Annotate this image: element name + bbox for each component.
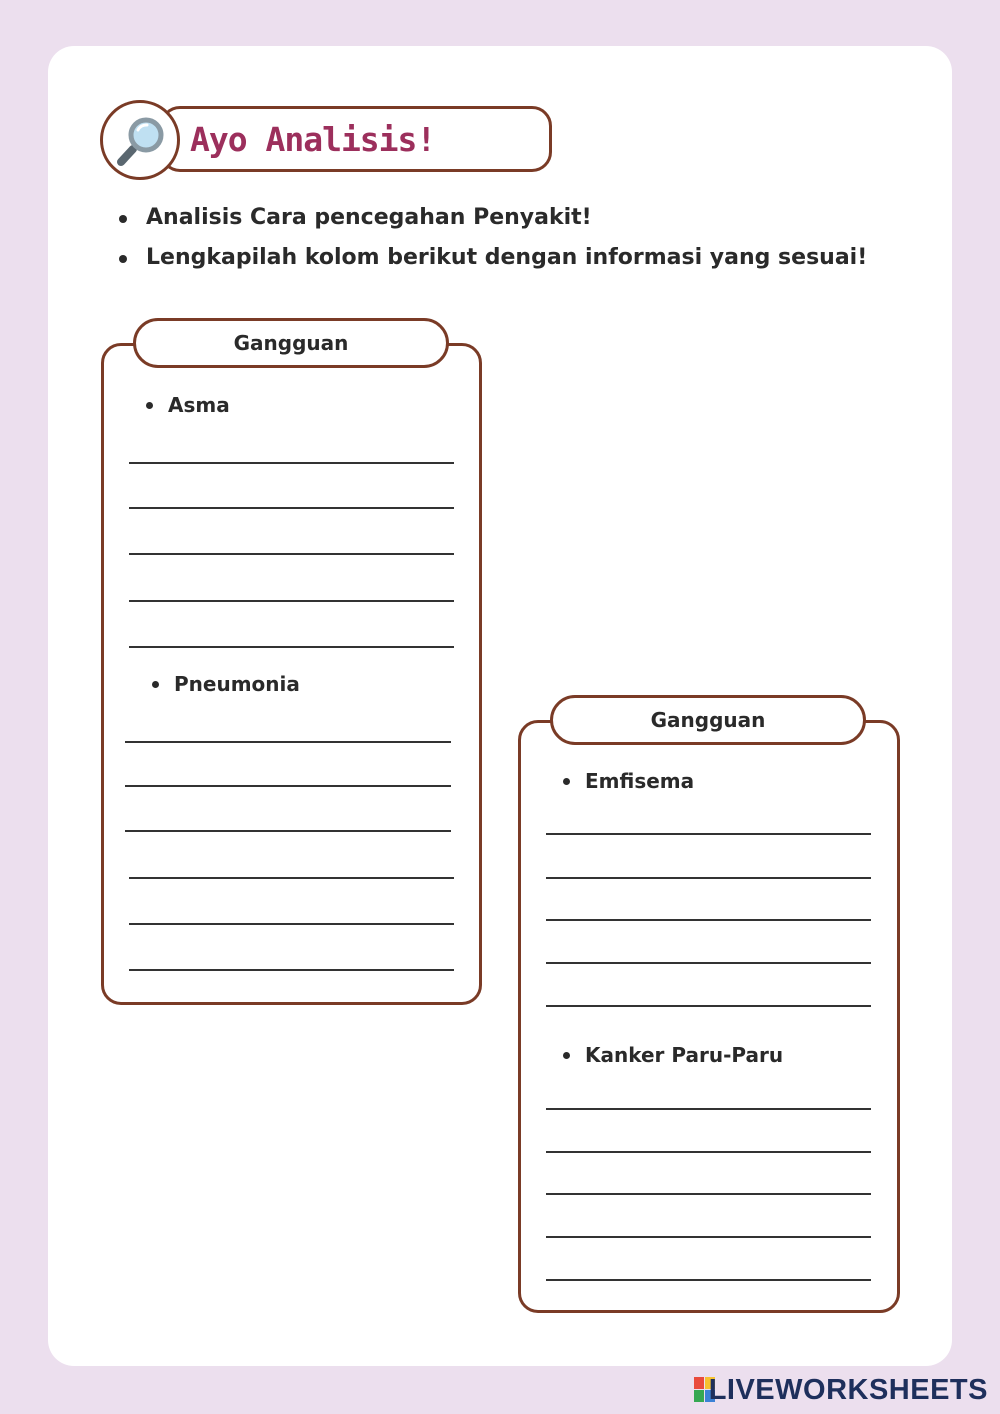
answer-line[interactable] bbox=[129, 462, 454, 464]
item-label-kanker-paru-paru: Kanker Paru-Paru bbox=[563, 1041, 783, 1069]
card-tab-gangguan: Gangguan bbox=[133, 318, 449, 368]
title-icon-circle bbox=[100, 100, 180, 180]
answer-line[interactable] bbox=[546, 1193, 871, 1195]
answer-line[interactable] bbox=[546, 1236, 871, 1238]
answer-line[interactable] bbox=[129, 600, 454, 602]
instructions-list bbox=[116, 200, 867, 280]
answer-line[interactable] bbox=[546, 833, 871, 835]
answer-line[interactable] bbox=[125, 785, 451, 787]
brand-wordmark: LIVEWORKSHEETS bbox=[708, 1374, 988, 1406]
item-label-pneumonia: Pneumonia bbox=[152, 670, 300, 698]
instruction-item: Lengkapilah kolom berikut dengan informasi yang sesuai! bbox=[116, 240, 867, 280]
answer-line[interactable] bbox=[546, 1108, 871, 1110]
answer-line[interactable] bbox=[129, 923, 454, 925]
card-gangguan-right bbox=[518, 720, 900, 1313]
item-label-asma: Asma bbox=[146, 391, 230, 419]
answer-line[interactable] bbox=[546, 919, 871, 921]
answer-line[interactable] bbox=[125, 830, 451, 832]
answer-line[interactable] bbox=[546, 1279, 871, 1281]
answer-line[interactable] bbox=[546, 877, 871, 879]
answer-line[interactable] bbox=[129, 507, 454, 509]
card-tab-gangguan: Gangguan bbox=[550, 695, 866, 745]
item-label-emfisema: Emfisema bbox=[563, 767, 694, 795]
answer-line[interactable] bbox=[546, 1151, 871, 1153]
answer-line[interactable] bbox=[129, 646, 454, 648]
answer-line[interactable] bbox=[546, 962, 871, 964]
page-title: Ayo Analisis! bbox=[190, 120, 436, 159]
answer-line[interactable] bbox=[129, 969, 454, 971]
answer-line[interactable] bbox=[125, 741, 451, 743]
answer-line[interactable] bbox=[129, 553, 454, 555]
magnifier-icon bbox=[113, 113, 169, 169]
instruction-item: Analisis Cara pencegahan Penyakit! bbox=[116, 200, 867, 240]
answer-line[interactable] bbox=[546, 1005, 871, 1007]
answer-line[interactable] bbox=[129, 877, 454, 879]
